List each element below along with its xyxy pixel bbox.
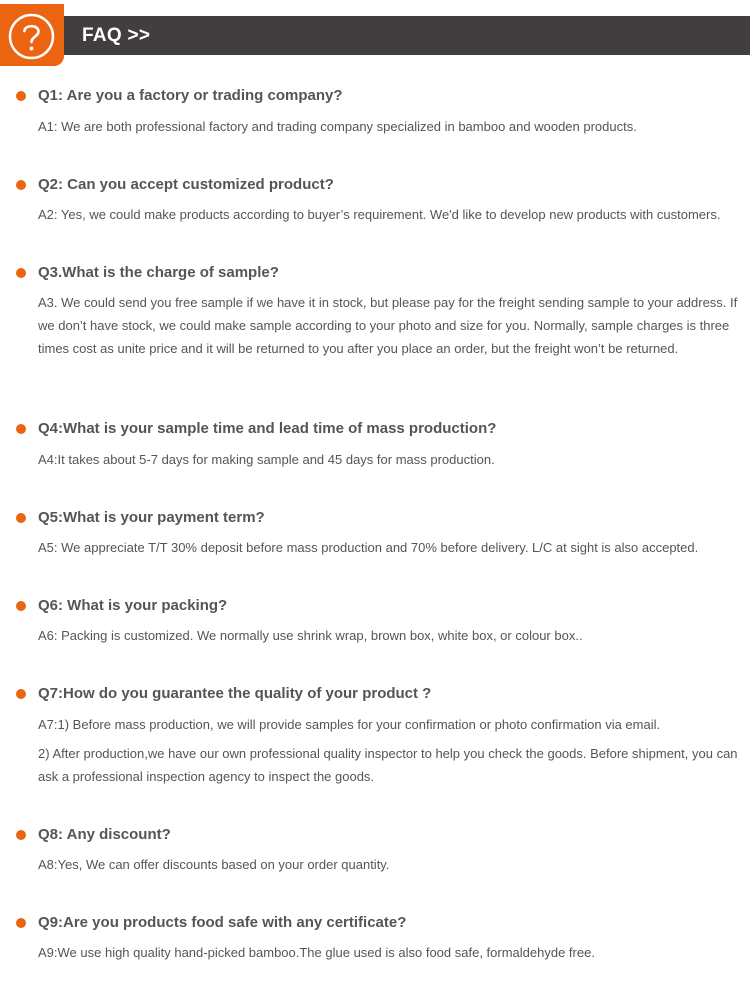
question-text: Q1: Are you a factory or trading company? — [38, 87, 343, 104]
question-text: Q3.What is the charge of sample? — [38, 264, 279, 281]
answer-text: A4:It takes about 5-7 days for making sample and 45 days for mass production. — [38, 452, 495, 467]
bullet-dot — [16, 424, 26, 434]
answer-text: A3. We could send you free sample if we have it in stock, but please pay for the freight sending sample to your address. If we don’t have stock, we could make sample according to your photo and size for you. Normally, sample charges is three times cost as unite price and it will be returned to you after you place an order, but the freight won’t be returned. — [38, 295, 738, 356]
bullet-dot — [16, 830, 26, 840]
question-text: Q7:How do you guarantee the quality of your product ? — [38, 685, 432, 702]
faq-header-title: FAQ >> — [82, 25, 151, 46]
question-text: Q4:What is your sample time and lead time of mass production? — [38, 420, 497, 437]
question-text: Q2: Can you accept customized product? — [38, 176, 334, 193]
answer-text: A1: We are both professional factory and trading company specialized in bamboo and wooden products. — [38, 119, 637, 134]
bullet-dot — [16, 689, 26, 699]
answer-text: A2: Yes, we could make products according to buyer’s requirement. We'd like to develop new products with customers. — [38, 207, 721, 222]
answer-text: A6: Packing is customized. We normally use shrink wrap, brown box, white box, or colour box.. — [38, 628, 583, 643]
question-mark-icon — [7, 12, 56, 61]
question-text: Q9:Are you products food safe with any certificate? — [38, 914, 407, 931]
bullet-dot — [16, 601, 26, 611]
answer-text: 2) After production,we have our own professional quality inspector to help you check the goods. Before shipment, you can ask a professional inspection agency to inspect the goods. — [38, 746, 738, 784]
answer-text: A5: We appreciate T/T 30% deposit before mass production and 70% before delivery. L/C at sight is also accepted. — [38, 540, 699, 555]
answer-text: A7:1) Before mass production, we will provide samples for your confirmation or photo confirmation via email. — [38, 717, 661, 732]
answer-text: A8:Yes, We can offer discounts based on your order quantity. — [38, 857, 390, 872]
question-text: Q5:What is your payment term? — [38, 509, 265, 526]
bullet-dot — [16, 918, 26, 928]
bullet-dot — [16, 513, 26, 523]
answer-text: A9:We use high quality hand-picked bamboo.The glue used is also food safe, formaldehyde free. — [38, 945, 595, 960]
question-text: Q8: Any discount? — [38, 826, 171, 843]
bullet-dot — [16, 91, 26, 101]
faq-badge — [0, 4, 64, 66]
faq-header-bar — [0, 16, 750, 55]
bullet-dot — [16, 180, 26, 190]
question-text: Q6: What is your packing? — [38, 597, 228, 614]
bullet-dot — [16, 268, 26, 278]
